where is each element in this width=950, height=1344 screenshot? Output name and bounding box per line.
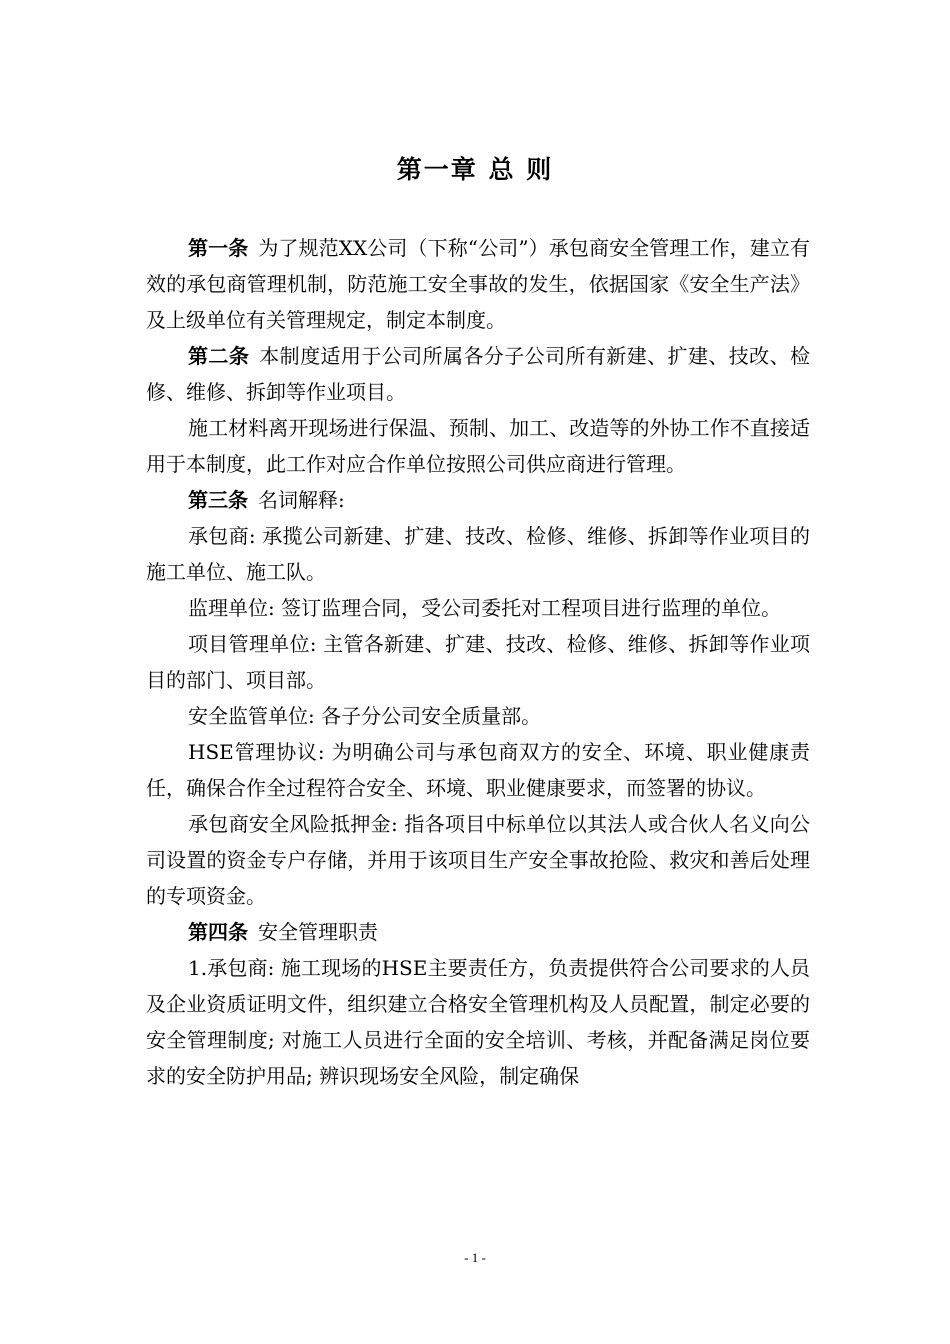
paragraph-article-2 [146,338,810,410]
paragraph-text: 1.承包商: 施工现场的HSE主要责任方，负责提供符合公司要求的人员及企业资质证明文件，组织建立合格安全管理机构及人员配置，制定必要的安全管理制度; 对施工人员进行全面的安全培训、考核，并配备满足岗位要求的安全防护用品; 辨识现场安全风险，制定确保 [146,956,810,1088]
paragraph-article-1 [146,230,810,338]
definition-risk-deposit [146,806,810,914]
article-label: 第三条 [188,488,248,512]
chapter-title: 第一章 总 则 [396,155,554,184]
article-label: 第二条 [188,344,250,368]
paragraph-text: 本制度适用于公司所属各分子公司所有新建、扩建、技改、检修、维修、拆卸等作业项目。 [146,344,811,404]
definition-project-management-unit [146,626,810,698]
document-body [146,230,810,1094]
paragraph-text: 施工材料离开现场进行保温、预制、加工、改造等的外协工作不直接适用于本制度，此工作对应合作单位按照公司供应商进行管理。 [146,416,810,476]
paragraph-text: 安全管理职责 [258,920,378,944]
definition-supervision-unit [146,590,810,626]
paragraph-text: 项目管理单位: 主管各新建、扩建、技改、检修、维修、拆卸等作业项目的部门、项目部。 [146,632,810,692]
responsibility-contractor [146,950,810,1094]
paragraph-article-4 [146,914,810,950]
definition-contractor [146,518,810,590]
page-number: - 1 - [464,1250,486,1265]
paragraph-text: 承包商安全风险抵押金: 指各项目中标单位以其法人或合伙人名义向公司设置的资金专户存储，并用于该项目生产安全事故抢险、救灾和善后处理的专项资金。 [146,812,810,908]
paragraph-article-3 [146,482,810,518]
definition-safety-supervision-unit [146,698,810,734]
article-label: 第四条 [188,920,248,944]
paragraph-text: 监理单位: 签订监理合同，受公司委托对工程项目进行监理的单位。 [188,596,782,620]
paragraph-text: 安全监管单位: 各子分公司安全质量部。 [188,704,542,728]
paragraph [146,410,810,482]
paragraph-text: 为了规范XX公司（下称“公司”）承包商安全管理工作，建立有效的承包商管理机制，防范施工安全事故的发生，依据国家《安全生产法》及上级单位有关管理规定，制定本制度。 [146,236,810,332]
paragraph-text: 承包商: 承揽公司新建、扩建、技改、检修、维修、拆卸等作业项目的施工单位、施工队。 [146,524,810,584]
article-label: 第一条 [188,236,249,260]
paragraph-text: 名词解释: [258,488,345,512]
paragraph-text: HSE管理协议: 为明确公司与承包商双方的安全、环境、职业健康责任，确保合作全过程符合安全、环境、职业健康要求，而签署的协议。 [146,740,810,800]
definition-hse-agreement [146,734,810,806]
